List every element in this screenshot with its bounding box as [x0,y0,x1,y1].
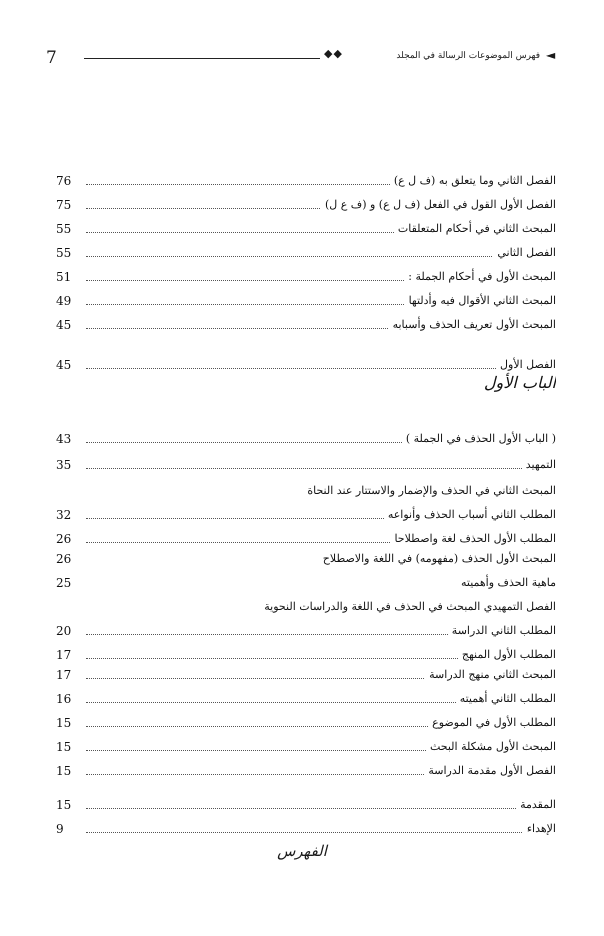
toc-entry-title: ﺍﻟﻤﺒﺤﺚ ﺍﻷﻭﻝ ﻓﻲ ﺃﺣﻜﺎﻡ ﺍﻟﺠﻤﻠﺔ : [404,268,556,286]
toc-entry [56,430,556,448]
toc-page-number [56,598,84,616]
toc-entry [56,622,556,640]
toc-page-number: 76 [56,174,72,188]
toc-page-number: 26 [56,552,72,566]
toc-page-number: 17 [56,648,72,662]
toc-page-number: 45 [56,318,72,332]
toc-page-number: 15 [56,798,72,812]
toc-page-number: 16 [56,692,72,706]
toc-entry-title: ﺍﻟﻤﺒﺤﺚ ﺍﻟﺜﺎﻧﻲ ﻣﻨﻬﺞ ﺍﻟﺪﺭﺍﺳﺔ [425,666,556,684]
toc-entry [56,666,556,684]
toc-entry-title: ﺍﻟﻤﺒﺤﺚ ﺍﻷﻭﻝ ﺍﻟﺤﺬﻑ (ﻣﻔﻬﻮﻣﻪ) ﻓﻲ ﺍﻟﻠﻐﺔ ﻭﺍﻻﺻﻄﻼﺡ [319,550,556,568]
toc-entry-title: ( ﺍﻟﺒﺎﺏ ﺍﻷﻭﻝ ﺍﻟﺤﺬﻑ ﻓﻲ ﺍﻟﺠﻤﻠﺔ ) [402,430,556,448]
toc-entry [56,762,556,780]
toc-page-number: 15 [56,764,72,778]
toc-entry-title: ﺍﻟﻤﻄﻠﺐ ﺍﻷﻭﻝ ﺍﻟﻤﻨﻬﺞ [458,646,556,664]
toc-page-number: 75 [56,198,72,212]
toc-entry-title: ﺍﻟﻤﻄﻠﺐ ﺍﻷﻭﻝ ﺍﻟﺤﺬﻑ ﻟﻐﺔ ﻭﺍﺻﻄﻼﺣﺎ [390,530,556,548]
page-number: 7 [46,48,57,68]
toc-entry [56,268,556,286]
toc-entry-title: ﺍﻟﻔﺼﻞ ﺍﻷﻭﻝ [496,356,556,374]
toc-leader-dots [86,808,556,809]
toc-entry-title: ﺍﻟﺘﻤﻬﻴﺪ [522,456,556,474]
toc-entry-title: ﺍﻟﻤﻄﻠﺐ ﺍﻷﻭﻝ ﻓﻲ ﺍﻟﻤﻮﺿﻮﻉ [428,714,556,732]
toc-entry-title: ﺍﻟﻔﺼﻞ ﺍﻷﻭﻝ ﻣﻘﺪﻣﺔ ﺍﻟﺪﺭﺍﺳﺔ [424,762,556,780]
toc-leader-dots [86,468,556,469]
toc-entry [56,244,556,262]
toc-entry [56,530,556,548]
toc-entry-title: ﺍﻟﻔﺼﻞ ﺍﻟﺜﺎﻧﻲ [493,244,556,262]
toc-entry-title: ﺍﻟﻤﻄﻠﺐ ﺍﻟﺜﺎﻧﻲ ﺃﺳﺒﺎﺏ ﺍﻟﺤﺬﻑ ﻭﺃﻧﻮﺍﻋﻪ [384,506,556,524]
toc-page-number: 32 [56,508,72,522]
toc-page-number: 25 [56,576,72,590]
toc-page-number: 49 [56,294,72,308]
toc-entry [56,690,556,708]
toc-entry-title: ﺍﻟﻔﺼﻞ ﺍﻷﻭﻝ ﺍﻟﻘﻮﻝ ﻓﻲ ﺍﻟﻔﻌﻞ (ﻑ ﻝ ﻉ) ﻭ (ﻑ ﻉ ﻝ) [321,196,556,214]
toc-entry-title: ﺍﻟﻔﺼﻞ ﺍﻟﺜﺎﻧﻲ ﻭﻣﺎ ﻳﺘﻌﻠﻖ ﺑﻪ (ﻑ ﻝ ﻉ) [390,172,556,190]
toc-entry-title: ﺍﻟﻤﺒﺤﺚ ﺍﻷﻭﻝ ﻣﺸﻜﻠﺔ ﺍﻟﺒﺤﺚ [426,738,556,756]
toc-page-number: 51 [56,270,72,284]
toc-entry [56,738,556,756]
toc-entry [56,820,556,838]
toc-entry-title: ﺍﻟﻤﺒﺤﺚ ﺍﻷﻭﻝ ﺗﻌﺮﻳﻒ ﺍﻟﺤﺬﻑ ﻭﺃﺳﺒﺎﺑﻪ [389,316,556,334]
toc-entry [56,714,556,732]
toc-entry-title: ﺍﻟﻤﺒﺤﺚ ﺍﻟﺜﺎﻧﻲ ﺍﻷﻗﻮﺍﻝ ﻓﻴﻪ ﻭﺃﺩﻟﺘﻬﺎ [405,292,556,310]
toc-entry-title: ﺍﻟﻤﻘﺪﻣﺔ [516,796,556,814]
toc-entry [56,598,556,616]
running-title: ﻓﻬﺮﺱ ﺍﻟﻤﻮﺿﻮﻋﺎﺕ ﺍﻟﺮﺳﺎﻟﺔ ﻓﻲ ﺍﻟﻤﺠﻠﺪ [396,51,540,61]
toc-page-number: 43 [56,432,72,446]
toc-entry [56,356,556,374]
toc-entry [56,292,556,310]
toc-leader-dots [86,832,556,833]
toc-entry [56,220,556,238]
toc-entry [56,796,556,814]
toc-entry [56,196,556,214]
toc-page-number: 55 [56,246,72,260]
toc-page-number: 20 [56,624,72,638]
toc-entry [56,574,556,592]
toc-entry [56,316,556,334]
toc-entry-title: ﺍﻟﻤﻄﻠﺐ ﺍﻟﺜﺎﻧﻲ ﺍﻟﺪﺭﺍﺳﺔ [448,622,556,640]
toc-page-number [56,482,84,500]
toc-entry [56,646,556,664]
toc-entry [56,506,556,524]
toc-page-number: 26 [56,532,72,546]
toc-page-number: 45 [56,358,72,372]
toc-page-number: 17 [56,668,72,682]
toc-leader-dots [86,256,556,257]
toc-entry-title: ﺍﻟﻤﻄﻠﺐ ﺍﻟﺜﺎﻧﻲ ﺃﻫﻤﻴﺘﻪ [456,690,556,708]
toc-entry [56,550,556,568]
bottom-ornament: ﺍﻟﻔﻬﺮﺱ [277,842,327,860]
toc-entry [56,172,556,190]
section-heading: ﺍﻟﺒﺎﺏ ﺍﻷﻭﻝ [483,373,556,392]
toc-page-number: 15 [56,716,72,730]
toc-entry [56,482,556,500]
toc-entry-title: ﺍﻟﻔﺼﻞ ﺍﻟﺘﻤﻬﻴﺪﻱ ﺍﻟﻤﺒﺤﺚ ﻓﻲ ﺍﻟﺤﺬﻑ ﻓﻲ ﺍﻟﻠﻐﺔ ﻭﺍﻟﺪﺭﺍﺳﺎﺕ ﺍﻟﻨﺤﻮﻳﺔ [260,598,556,616]
toc-page-number: 55 [56,222,72,236]
toc-entry-title: ﺍﻟﻤﺒﺤﺚ ﺍﻟﺜﺎﻧﻲ ﻓﻲ ﺃﺣﻜﺎﻡ ﺍﻟﻤﺘﻌﻠﻘﺎﺕ [394,220,556,238]
toc-page-number: 9 [56,822,64,836]
arrow-icon: ◄ [546,48,556,62]
toc-page-number: 35 [56,458,72,472]
toc-entry-title: ﺍﻹﻫﺪﺍﺀ [523,820,556,838]
diamond-ornament-icon: ◆◆ [324,47,343,60]
toc-entry-title: ﺍﻟﻤﺒﺤﺚ ﺍﻟﺜﺎﻧﻲ ﻓﻲ ﺍﻟﺤﺬﻑ ﻭﺍﻹﺿﻤﺎﺭ ﻭﺍﻻﺳﺘﺘﺎﺭ ﻋﻨﺪ ﺍﻟﻨﺤﺎﺓ [303,482,556,500]
toc-entry [56,456,556,474]
toc-page-number: 15 [56,740,72,754]
toc-leader-dots [86,368,556,369]
toc-entry-title: ﻣﺎﻫﻴﺔ ﺍﻟﺤﺬﻑ ﻭﺃﻫﻤﻴﺘﻪ [457,574,556,592]
